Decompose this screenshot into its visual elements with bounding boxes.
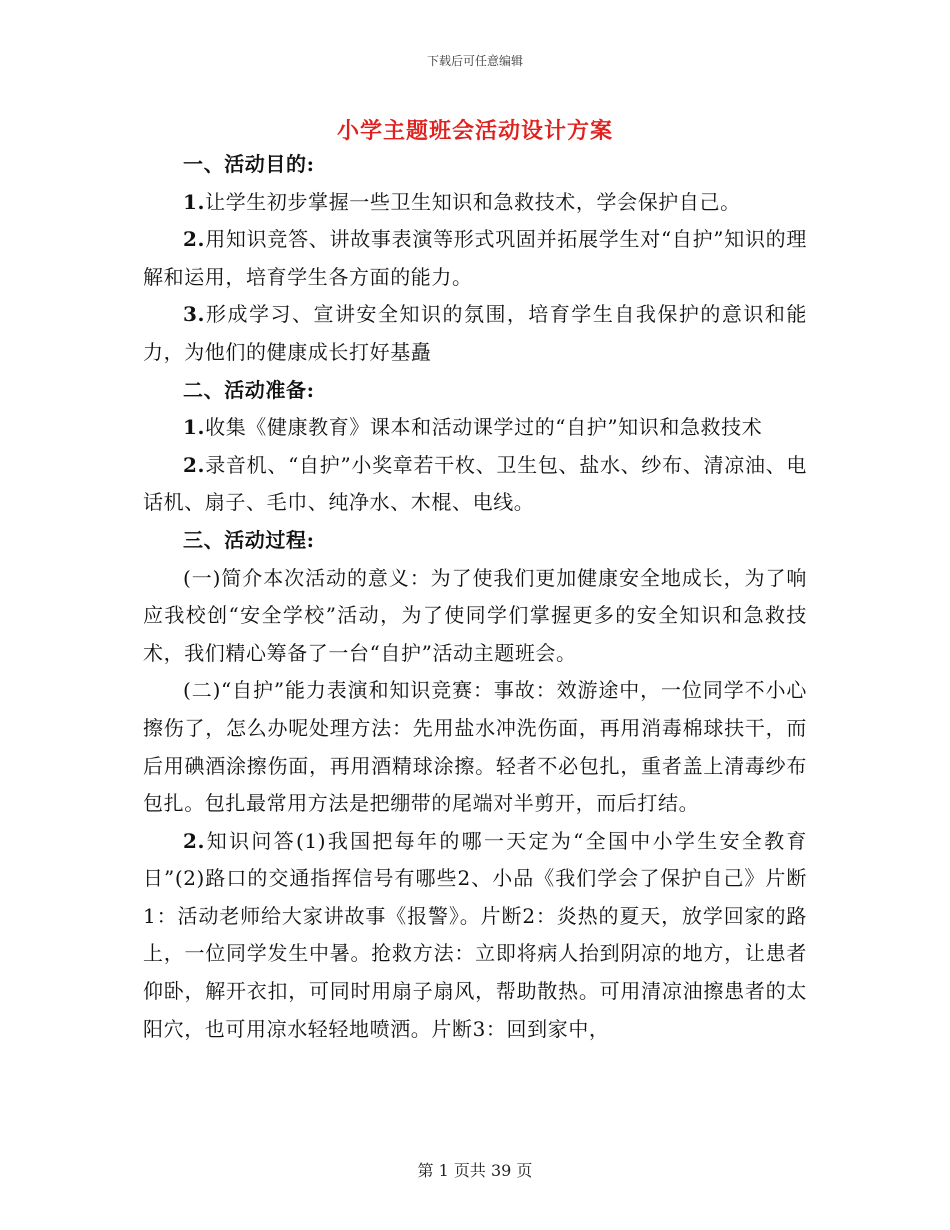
process-paragraph-3	[143, 823, 807, 1049]
purpose-item-2	[143, 221, 807, 296]
section-heading-process: 三、活动过程:	[183, 527, 315, 552]
section-heading-purpose: 一、活动目的:	[183, 152, 315, 176]
item-text: 知识问答(1)我国把每年的哪一天定为“全国中小学生安全教育日”(2)路口的交通指挥信号有哪些2、小品《我们学会了保护自己》片断1：活动老师给大家讲故事《报警》。片断2：炎热的夏天，放学回家的路上，一位同学发生中暑。抢救方法：立即将病人抬到阴凉的地方，让患者仰卧，解开衣扣，可同时用扇子扇风，帮助散热。可用清凉油擦患者的太阳穴，也可用凉水轻轻地喷洒。片断3：回到家中，	[143, 828, 807, 1041]
purpose-item-3	[143, 296, 807, 371]
page-footer: 第 1 页共 39 页	[417, 1161, 533, 1180]
item-text: 形成学习、宣讲安全知识的氛围，培育学生自我保护的意识和能力，为他们的健康成长打好基矗	[143, 302, 807, 364]
purpose-item-1	[143, 184, 807, 222]
document-title: 小学主题班会活动设计方案	[336, 118, 613, 144]
process-paragraph-1: (一)简介本次活动的意义：为了使我们更加健康安全地成长，为了响应我校创“安全学校”活动，为了使同学们掌握更多的安全知识和急救技术，我们精心筹备了一台“自护”活动主题班会。	[143, 565, 807, 665]
item-text: 用知识竞答、讲故事表演等形式巩固并拓展学生对“自护”知识的理解和运用，培育学生各方面的能力。	[143, 227, 807, 289]
preparation-item-2	[143, 447, 807, 522]
item-number: 2.	[183, 452, 206, 477]
document-body	[143, 146, 807, 1048]
item-text: 收集《健康教育》课本和活动课学过的“自护”知识和急救技术	[205, 415, 763, 440]
item-number: 1.	[183, 189, 206, 214]
item-text: 让学生初步掌握一些卫生知识和急救技术，学会保护自己。	[205, 189, 741, 214]
item-number: 2.	[183, 828, 206, 853]
preparation-item-1	[143, 409, 807, 447]
page-header: 下载后可任意编辑	[426, 54, 523, 68]
item-number: 1.	[183, 415, 206, 440]
section-heading-preparation: 二、活动准备:	[183, 377, 315, 402]
item-number: 2.	[183, 227, 206, 252]
item-number: 3.	[183, 302, 206, 327]
process-paragraph-2: (二)“自护”能力表演和知识竞赛：事故：效游途中，一位同学不小心擦伤了，怎么办呢处理方法：先用盐水冲洗伤面，再用消毒棉球扶干，而后用碘酒涂擦伤面，再用酒精球涂擦。轻者不必包扎，重者盖上清毒纱布包扎。包扎最常用方法是把绷带的尾端对半剪开，而后打结。	[143, 678, 807, 816]
item-text: 录音机、“自护”小奖章若干枚、卫生包、盐水、纱布、清凉油、电话机、扇子、毛巾、纯净水、木棍、电线。	[143, 452, 807, 515]
